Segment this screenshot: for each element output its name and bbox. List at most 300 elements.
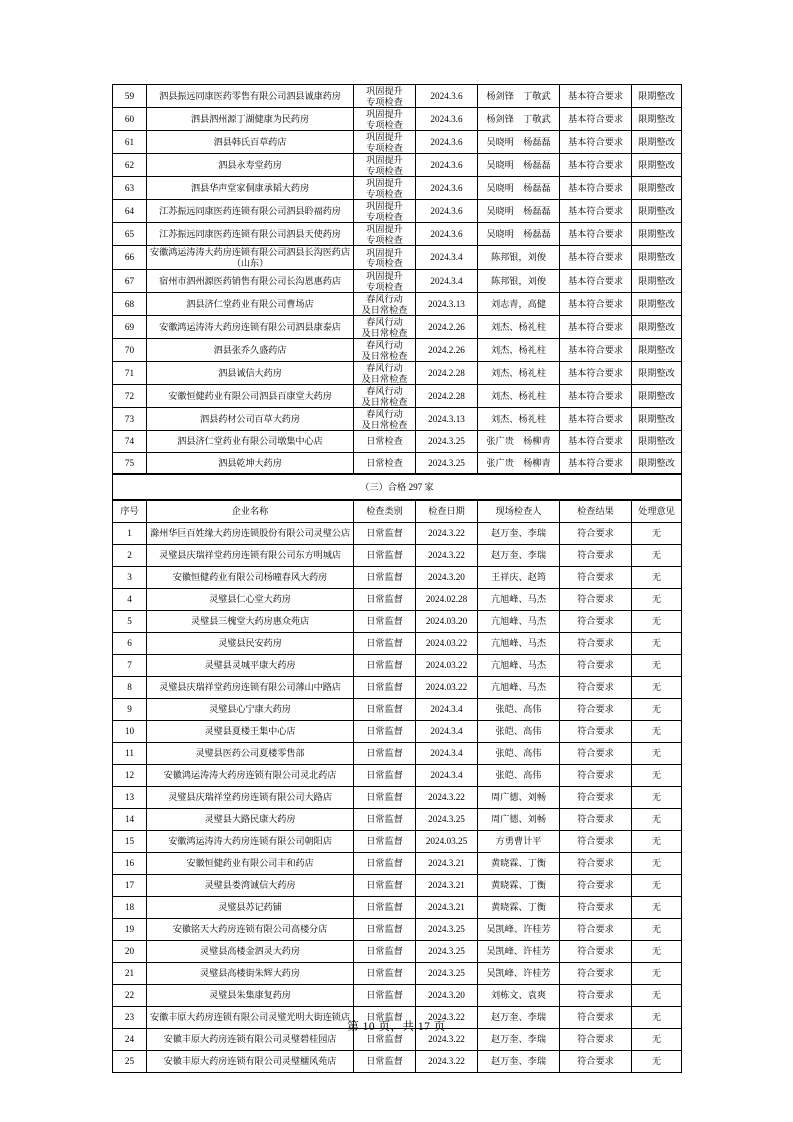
cell-action: 限期整改: [632, 452, 682, 474]
cell-company-name: 灵璧县心宁康大药房: [147, 698, 354, 720]
cell-result: 基本符合要求: [560, 108, 632, 131]
cell-inspectors: 吴凯峰、许桂芳: [478, 962, 560, 984]
cell-company-name: 泗县济仁堂药业有限公司墩集中心店: [147, 431, 354, 453]
cell-inspectors: 刘杰、杨礼柱: [478, 408, 560, 431]
cell-result: 基本符合要求: [560, 362, 632, 385]
cell-inspection-category: 日常监督: [354, 1006, 416, 1028]
cell-inspectors: 赵万奎、李瑞: [478, 544, 560, 566]
cell-company-name: 泗县韩氏百草药店: [147, 131, 354, 154]
cell-inspection-category: 日常监督: [354, 786, 416, 808]
cell-action: 无: [632, 566, 682, 588]
table-row: [113, 246, 682, 270]
cell-inspection-category: 巩固提升 专项检查: [354, 270, 416, 293]
cell-result: 基本符合要求: [560, 316, 632, 339]
table-row: [113, 610, 682, 632]
cell-inspectors: 刘栋文、袁爽: [478, 984, 560, 1006]
cell-inspectors: 周广德、刘畅: [478, 808, 560, 830]
cell-no: 69: [113, 316, 147, 339]
cell-action: 无: [632, 896, 682, 918]
cell-no: 3: [113, 566, 147, 588]
cell-inspection-category: 日常监督: [354, 654, 416, 676]
cell-inspection-category: 日常监督: [354, 1028, 416, 1050]
cell-inspection-category: 春风行动 及日常检查: [354, 362, 416, 385]
cell-inspectors: 吴凯峰、许桂芳: [478, 940, 560, 962]
cell-inspection-date: 2024.3.25: [416, 940, 478, 962]
cell-action: 无: [632, 808, 682, 830]
cell-inspection-date: 2024.3.6: [416, 223, 478, 246]
table-row: [113, 408, 682, 431]
cell-no: 11: [113, 742, 147, 764]
cell-inspection-category: 春风行动 及日常检查: [354, 408, 416, 431]
cell-inspection-category: 日常监督: [354, 676, 416, 698]
cell-result: 符合要求: [560, 1050, 632, 1072]
cell-company-name: 泗县泗州源丁湖健康为民药房: [147, 108, 354, 131]
cell-company-name: 灵璧县仁心堂大药房: [147, 588, 354, 610]
cell-result: 基本符合要求: [560, 339, 632, 362]
cell-action: 无: [632, 544, 682, 566]
cell-inspectors: 方勇曹计平: [478, 830, 560, 852]
cell-action: 无: [632, 830, 682, 852]
cell-inspectors: 黄晓霖、丁衡: [478, 852, 560, 874]
cell-no: 1: [113, 522, 147, 544]
cell-inspection-date: 2024.3.6: [416, 131, 478, 154]
cell-inspectors: 黄晓霖、丁衡: [478, 896, 560, 918]
cell-company-name: 泗县乾坤大药房: [147, 452, 354, 474]
cell-inspection-date: 2024.03.22: [416, 676, 478, 698]
cell-no: 21: [113, 962, 147, 984]
cell-inspection-category: 日常监督: [354, 874, 416, 896]
cell-inspection-date: 2024.3.20: [416, 984, 478, 1006]
cell-action: 无: [632, 874, 682, 896]
cell-action: 无: [632, 962, 682, 984]
cell-inspection-category: 巩固提升 专项检查: [354, 200, 416, 223]
cell-inspectors: 刘杰、杨礼柱: [478, 362, 560, 385]
cell-inspectors: 杨剑锋 丁敬武: [478, 108, 560, 131]
table-row: [113, 452, 682, 474]
cell-no: 67: [113, 270, 147, 293]
cell-action: 限期整改: [632, 316, 682, 339]
table-row: [113, 270, 682, 293]
table-row: [113, 852, 682, 874]
cell-inspection-category: 日常检查: [354, 431, 416, 453]
cell-inspectors: 赵万奎、李瑞: [478, 1006, 560, 1028]
cell-company-name: 灵璧县医药公司夏楼零售部: [147, 742, 354, 764]
cell-no: 9: [113, 698, 147, 720]
cell-action: 无: [632, 918, 682, 940]
cell-inspection-date: 2024.3.6: [416, 108, 478, 131]
cell-no: 23: [113, 1006, 147, 1028]
cell-result: 符合要求: [560, 786, 632, 808]
cell-company-name: 安徽鸿运涛涛大药房连锁有限公司泗县康泰店: [147, 316, 354, 339]
cell-company-name: 灵璧县三槐堂大药房惠众苑店: [147, 610, 354, 632]
cell-action: 无: [632, 940, 682, 962]
cell-inspection-date: 2024.03.25: [416, 830, 478, 852]
cell-inspection-date: 2024.03.20: [416, 610, 478, 632]
cell-action: 限期整改: [632, 108, 682, 131]
cell-result: 符合要求: [560, 940, 632, 962]
cell-no: 70: [113, 339, 147, 362]
cell-inspectors: 周广德、刘畅: [478, 786, 560, 808]
table-row: [113, 566, 682, 588]
cell-result: 符合要求: [560, 984, 632, 1006]
cell-inspectors: 刘杰、杨礼柱: [478, 339, 560, 362]
cell-inspection-category: 春风行动 及日常检查: [354, 385, 416, 408]
cell-inspection-date: 2024.3.22: [416, 1006, 478, 1028]
cell-inspection-category: 巩固提升 专项检查: [354, 223, 416, 246]
cell-action: 无: [632, 632, 682, 654]
table-row: [113, 362, 682, 385]
table-row: [113, 544, 682, 566]
column-header: 检查日期: [416, 501, 478, 523]
cell-action: 无: [632, 522, 682, 544]
cell-result: 基本符合要求: [560, 452, 632, 474]
cell-result: 符合要求: [560, 1006, 632, 1028]
cell-action: 无: [632, 742, 682, 764]
table-row: [113, 742, 682, 764]
column-header: 现场检查人: [478, 501, 560, 523]
cell-no: 6: [113, 632, 147, 654]
cell-action: 无: [632, 852, 682, 874]
cell-company-name: 安徽铭天大药房连锁有限公司高楼分店: [147, 918, 354, 940]
cell-company-name: 安徽恒健药业有限公司丰和药店: [147, 852, 354, 874]
table-row: [113, 676, 682, 698]
cell-action: 无: [632, 610, 682, 632]
cell-no: 63: [113, 177, 147, 200]
section-title-row: [113, 475, 682, 500]
cell-action: 限期整改: [632, 177, 682, 200]
cell-no: 72: [113, 385, 147, 408]
cell-inspection-category: 日常监督: [354, 566, 416, 588]
cell-action: 无: [632, 1006, 682, 1028]
table-row: [113, 588, 682, 610]
cell-inspection-category: 日常监督: [354, 962, 416, 984]
cell-action: 无: [632, 676, 682, 698]
cell-inspectors: 亢旭峰、马杰: [478, 588, 560, 610]
cell-company-name: 宿州市泗州源医药销售有限公司长沟恩惠药店: [147, 270, 354, 293]
cell-company-name: 灵璧县庆瑞祥堂药房连锁有限公司薄山中路店: [147, 676, 354, 698]
cell-inspection-date: 2024.3.21: [416, 896, 478, 918]
cell-result: 符合要求: [560, 544, 632, 566]
cell-no: 75: [113, 452, 147, 474]
table-row: [113, 131, 682, 154]
cell-company-name: 泗县永寿堂药房: [147, 154, 354, 177]
cell-action: 无: [632, 1050, 682, 1072]
cell-inspection-category: 日常监督: [354, 544, 416, 566]
cell-result: 基本符合要求: [560, 223, 632, 246]
cell-inspection-category: 春风行动 及日常检查: [354, 293, 416, 316]
cell-inspection-date: 2024.2.28: [416, 362, 478, 385]
cell-inspectors: 吴凯峰、许桂芳: [478, 918, 560, 940]
cell-inspection-category: 日常检查: [354, 452, 416, 474]
cell-result: 基本符合要求: [560, 177, 632, 200]
table-row: [113, 874, 682, 896]
cell-inspectors: 亢旭峰、马杰: [478, 610, 560, 632]
cell-inspectors: 亢旭峰、马杰: [478, 676, 560, 698]
cell-no: 64: [113, 200, 147, 223]
cell-result: 符合要求: [560, 852, 632, 874]
cell-company-name: 灵璧县苏记药铺: [147, 896, 354, 918]
cell-inspection-date: 2024.3.6: [416, 177, 478, 200]
cell-inspection-category: 日常监督: [354, 830, 416, 852]
cell-inspection-date: 2024.3.25: [416, 962, 478, 984]
cell-no: 68: [113, 293, 147, 316]
cell-company-name: 滁州华巨百姓缘大药房连锁股份有限公司灵璧公店: [147, 522, 354, 544]
cell-result: 符合要求: [560, 522, 632, 544]
cell-inspectors: 吴晓明 杨磊磊: [478, 177, 560, 200]
cell-action: 限期整改: [632, 246, 682, 270]
cell-company-name: 灵璧县灵城平康大药房: [147, 654, 354, 676]
cell-inspectors: 杨剑锋 丁敬武: [478, 85, 560, 108]
cell-inspection-date: 2024.3.21: [416, 852, 478, 874]
table-row: [113, 720, 682, 742]
column-header: 企业名称: [147, 501, 354, 523]
cell-no: 60: [113, 108, 147, 131]
cell-result: 符合要求: [560, 962, 632, 984]
section-title: （三）合格 297 家: [113, 475, 682, 500]
cell-company-name: 江苏振远同康医药连锁有限公司泗县聆福药房: [147, 200, 354, 223]
cell-inspection-category: 日常监督: [354, 742, 416, 764]
cell-inspectors: 刘杰、杨礼柱: [478, 316, 560, 339]
cell-action: 限期整改: [632, 385, 682, 408]
cell-inspection-category: 巩固提升 专项检查: [354, 131, 416, 154]
cell-company-name: 安徽鸿运涛涛大药房连锁有限公司灵北药店: [147, 764, 354, 786]
cell-company-name: 灵璧县庆瑞祥堂药房连锁有限公司东方明城店: [147, 544, 354, 566]
cell-no: 25: [113, 1050, 147, 1072]
cell-inspection-date: 2024.3.22: [416, 522, 478, 544]
cell-company-name: 安徽丰原大药房连锁有限公司灵璧橊风苑店: [147, 1050, 354, 1072]
cell-no: 61: [113, 131, 147, 154]
cell-result: 符合要求: [560, 632, 632, 654]
cell-inspection-category: 日常监督: [354, 984, 416, 1006]
cell-no: 13: [113, 786, 147, 808]
cell-inspectors: 张皑、高伟: [478, 698, 560, 720]
cell-inspection-date: 2024.3.22: [416, 1050, 478, 1072]
cell-company-name: 安徽丰原大药房连锁有限公司灵璧光明大街连锁店: [147, 1006, 354, 1028]
cell-result: 符合要求: [560, 742, 632, 764]
cell-action: 无: [632, 1028, 682, 1050]
cell-inspection-date: 2024.3.25: [416, 431, 478, 453]
cell-action: 限期整改: [632, 362, 682, 385]
cell-company-name: 江苏振远同康医药连锁有限公司泗县天使药房: [147, 223, 354, 246]
cell-inspection-date: 2024.3.25: [416, 918, 478, 940]
cell-inspectors: 陈邦银，刘俊: [478, 270, 560, 293]
table-row: [113, 632, 682, 654]
cell-company-name: 泗县华声堂家侗康承韬大药房: [147, 177, 354, 200]
cell-result: 符合要求: [560, 808, 632, 830]
cell-no: 5: [113, 610, 147, 632]
cell-company-name: 安徽鸿运涛涛大药房连锁有限公司朝阳店: [147, 830, 354, 852]
cell-result: 符合要求: [560, 588, 632, 610]
cell-inspection-category: 日常监督: [354, 808, 416, 830]
cell-inspectors: 赵万奎、李瑞: [478, 522, 560, 544]
column-header: 检查结果: [560, 501, 632, 523]
cell-inspectors: 刘杰、杨礼柱: [478, 385, 560, 408]
cell-inspection-category: 巩固提升 专项检查: [354, 85, 416, 108]
cell-no: 14: [113, 808, 147, 830]
cell-inspection-category: 春风行动 及日常检查: [354, 316, 416, 339]
cell-result: 基本符合要求: [560, 385, 632, 408]
cell-inspection-date: 2024.3.20: [416, 566, 478, 588]
table-row: [113, 830, 682, 852]
table-row: [113, 85, 682, 108]
cell-inspection-date: 2024.3.21: [416, 874, 478, 896]
table-header-row: [113, 501, 682, 523]
cell-inspection-category: 日常监督: [354, 720, 416, 742]
cell-inspection-date: 2024.2.28: [416, 385, 478, 408]
cell-inspection-date: 2024.03.22: [416, 632, 478, 654]
cell-inspection-category: 巩固提升 专项检查: [354, 177, 416, 200]
cell-no: 22: [113, 984, 147, 1006]
cell-company-name: 灵璧县民安药房: [147, 632, 354, 654]
table-row: [113, 786, 682, 808]
cell-inspection-date: 2024.3.6: [416, 200, 478, 223]
cell-inspectors: 张皑、高伟: [478, 720, 560, 742]
cell-inspection-category: 春风行动 及日常检查: [354, 339, 416, 362]
cell-result: 基本符合要求: [560, 131, 632, 154]
cell-inspection-category: 日常监督: [354, 764, 416, 786]
cell-company-name: 泗县药材公司百草大药房: [147, 408, 354, 431]
cell-inspection-category: 巩固提升 专项检查: [354, 154, 416, 177]
table-row: [113, 918, 682, 940]
cell-company-name: 安徽恒健药业有限公司杨曈春风大药房: [147, 566, 354, 588]
cell-result: 符合要求: [560, 918, 632, 940]
cell-action: 无: [632, 698, 682, 720]
cell-company-name: 灵璧县娄湾诚信大药房: [147, 874, 354, 896]
cell-no: 16: [113, 852, 147, 874]
cell-action: 限期整改: [632, 131, 682, 154]
cell-result: 符合要求: [560, 874, 632, 896]
cell-no: 66: [113, 246, 147, 270]
cell-inspectors: 张广贵 杨柳青: [478, 452, 560, 474]
cell-inspectors: 张皑、高伟: [478, 742, 560, 764]
cell-action: 无: [632, 720, 682, 742]
cell-company-name: 泗县振远同康医药零售有限公司泗县诚康药房: [147, 85, 354, 108]
table-row: [113, 940, 682, 962]
cell-result: 符合要求: [560, 566, 632, 588]
cell-company-name: 安徽丰原大药房连锁有限公司灵璧碧桂园店: [147, 1028, 354, 1050]
cell-result: 符合要求: [560, 698, 632, 720]
cell-no: 59: [113, 85, 147, 108]
cell-company-name: 灵璧县庆瑞祥堂药房连锁有限公司大路店: [147, 786, 354, 808]
column-header: 序号: [113, 501, 147, 523]
table-row: [113, 316, 682, 339]
table-row: [113, 223, 682, 246]
cell-action: 限期整改: [632, 200, 682, 223]
cell-inspection-date: 2024.3.25: [416, 452, 478, 474]
cell-action: 限期整改: [632, 431, 682, 453]
cell-inspection-date: 2024.3.4: [416, 270, 478, 293]
cell-inspectors: 吴晓明 杨磊磊: [478, 154, 560, 177]
cell-inspection-category: 日常监督: [354, 852, 416, 874]
cell-result: 符合要求: [560, 764, 632, 786]
cell-inspection-date: 2024.02.28: [416, 588, 478, 610]
cell-company-name: 灵璧县大路民康大药房: [147, 808, 354, 830]
cell-inspectors: 黄晓霖、丁衡: [478, 874, 560, 896]
cell-inspectors: 陈邦银，刘俊: [478, 246, 560, 270]
cell-action: 限期整改: [632, 339, 682, 362]
cell-inspectors: 亢旭峰、马杰: [478, 632, 560, 654]
cell-inspection-date: 2024.3.4: [416, 764, 478, 786]
section-heading-table: [112, 474, 682, 500]
cell-result: 基本符合要求: [560, 431, 632, 453]
table-row: [113, 522, 682, 544]
cell-result: 符合要求: [560, 720, 632, 742]
cell-action: 无: [632, 654, 682, 676]
table-row: [113, 896, 682, 918]
cell-inspection-category: 巩固提升 专项检查: [354, 246, 416, 270]
cell-inspection-category: 日常监督: [354, 632, 416, 654]
cell-inspectors: 亢旭峰、马杰: [478, 654, 560, 676]
cell-inspection-category: 日常监督: [354, 896, 416, 918]
cell-inspection-date: 2024.3.22: [416, 786, 478, 808]
cell-result: 符合要求: [560, 654, 632, 676]
cell-action: 限期整改: [632, 293, 682, 316]
cell-company-name: 泗县张乔久盛药店: [147, 339, 354, 362]
cell-no: 71: [113, 362, 147, 385]
table-row: [113, 108, 682, 131]
cell-action: 限期整改: [632, 154, 682, 177]
cell-inspection-date: 2024.3.13: [416, 408, 478, 431]
table-row: [113, 764, 682, 786]
cell-company-name: 灵璧县高楼街朱辉大药房: [147, 962, 354, 984]
table-row: [113, 984, 682, 1006]
table-row: [113, 293, 682, 316]
inspection-table-part1: [112, 84, 682, 474]
cell-inspectors: 张皑、高伟: [478, 764, 560, 786]
cell-no: 24: [113, 1028, 147, 1050]
cell-result: 基本符合要求: [560, 85, 632, 108]
table-row: [113, 200, 682, 223]
cell-action: 限期整改: [632, 223, 682, 246]
cell-result: 基本符合要求: [560, 408, 632, 431]
cell-no: 65: [113, 223, 147, 246]
cell-no: 62: [113, 154, 147, 177]
table-row: [113, 339, 682, 362]
cell-result: 基本符合要求: [560, 200, 632, 223]
cell-company-name: 泗县诚信大药房: [147, 362, 354, 385]
cell-inspection-date: 2024.2.26: [416, 316, 478, 339]
cell-no: 15: [113, 830, 147, 852]
cell-inspection-date: 2024.03.22: [416, 654, 478, 676]
cell-inspectors: 刘志青，高健: [478, 293, 560, 316]
cell-result: 符合要求: [560, 830, 632, 852]
table-row: [113, 385, 682, 408]
cell-no: 73: [113, 408, 147, 431]
cell-company-name: 灵璧县夏楼王集中心店: [147, 720, 354, 742]
cell-inspectors: 吴晓明 杨磊磊: [478, 131, 560, 154]
cell-inspectors: 张广贵 杨柳青: [478, 431, 560, 453]
cell-inspection-date: 2024.3.6: [416, 154, 478, 177]
cell-inspectors: 王祥庆、赵筠: [478, 566, 560, 588]
cell-result: 符合要求: [560, 676, 632, 698]
cell-action: 限期整改: [632, 85, 682, 108]
table-row: [113, 177, 682, 200]
cell-no: 20: [113, 940, 147, 962]
cell-company-name: 安徽恒健药业有限公司泗县百康堂大药房: [147, 385, 354, 408]
cell-inspection-date: 2024.3.22: [416, 1028, 478, 1050]
page-footer: 第 10 页，共 17 页: [347, 1021, 446, 1033]
cell-no: 17: [113, 874, 147, 896]
cell-inspection-category: 巩固提升 专项检查: [354, 108, 416, 131]
inspection-table-part2: [112, 500, 682, 1073]
table-row: [113, 1050, 682, 1072]
cell-no: 8: [113, 676, 147, 698]
table-row: [113, 154, 682, 177]
cell-inspection-date: 2024.3.25: [416, 808, 478, 830]
cell-inspection-category: 日常监督: [354, 698, 416, 720]
cell-result: 基本符合要求: [560, 246, 632, 270]
cell-action: 无: [632, 588, 682, 610]
